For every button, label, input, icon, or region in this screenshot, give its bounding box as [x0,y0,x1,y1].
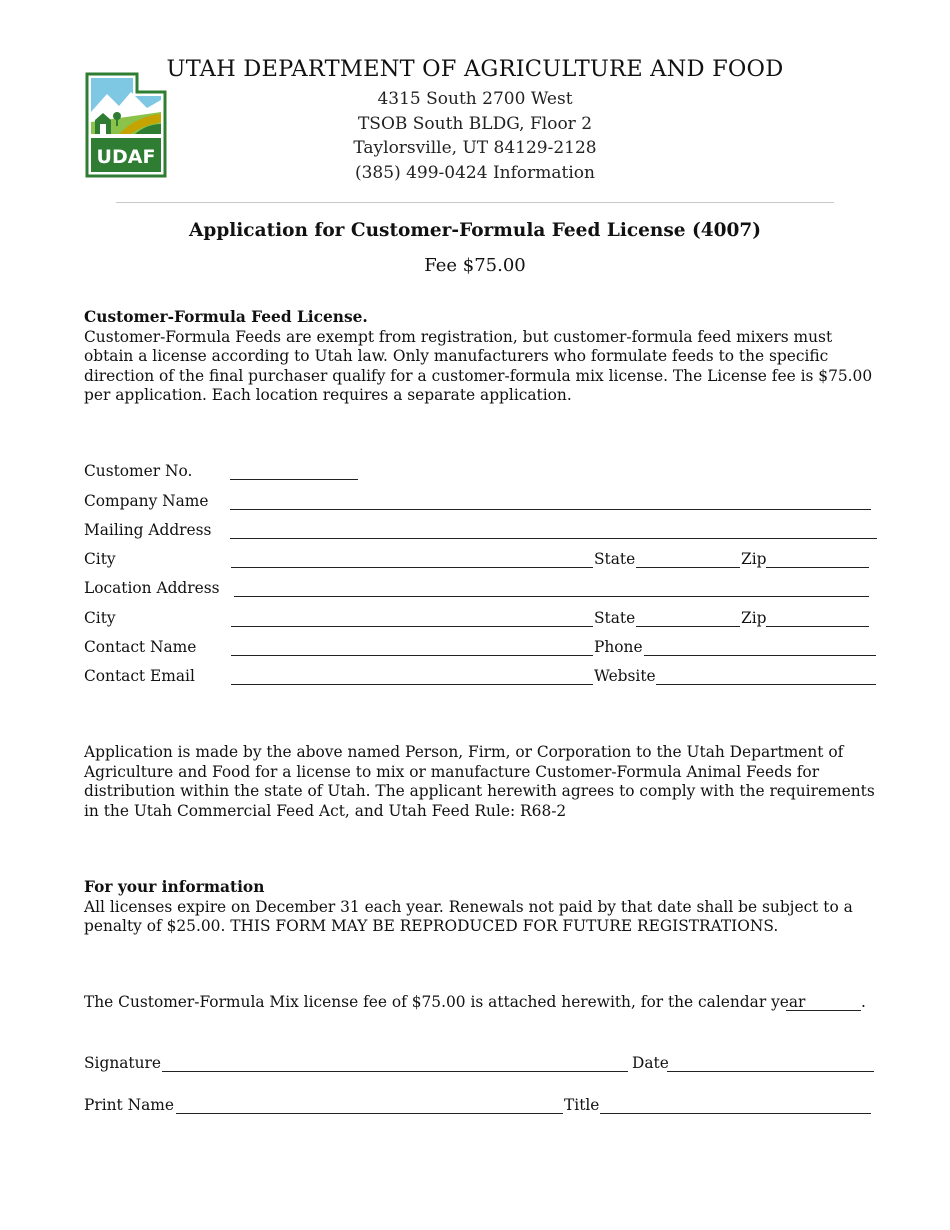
state-label: State [594,550,636,568]
zip-label: Zip [741,550,767,568]
location-city-label: City [84,609,116,627]
org-name: UTAH DEPARTMENT OF AGRICULTURE AND FOOD [166,56,784,82]
location-state-field[interactable] [636,626,740,627]
title-label: Title [564,1096,600,1114]
location-address-field[interactable] [234,596,869,597]
signature-field[interactable] [162,1071,628,1072]
website-field[interactable] [656,684,876,685]
calendar-year-field[interactable] [786,1010,861,1011]
phone-info: (385) 499-0424 Information [354,163,595,183]
location-zip-label: Zip [741,609,767,627]
print-name-label: Print Name [84,1096,174,1114]
intro-section [84,308,884,406]
signature-label: Signature [84,1054,161,1072]
intro-body: Customer-Formula Feeds are exempt from registration, but customer-formula feed mixers must obtain a license according to Utah law. Only manufacturers who formulate feeds to the specific direction of the final purchaser qualify for a customer-formula mix license. The License fee is $75.00 per application. Each location requires a separate application. [84,327,873,404]
title-field[interactable] [600,1113,871,1114]
print-name-field[interactable] [176,1113,563,1114]
form-title: Application for Customer-Formula Feed License (4007) [189,220,761,241]
location-city-field[interactable] [231,626,593,627]
customer-no-field[interactable] [230,479,358,480]
application-statement: Application is made by the above named Person, Firm, or Corporation to the Utah Department of Agriculture and Food for a license to mix or manufacture Customer-Formula Animal Feeds for distribution within the state of Utah. The applicant herewith agrees to comply with the requirements in the Utah Commercial Feed Act, and Utah Feed Rule: R68-2 [84,743,875,820]
header-divider [116,202,834,203]
contact-name-field[interactable] [231,655,593,656]
company-name-field[interactable] [230,509,871,510]
contact-email-label: Contact Email [84,667,195,685]
fee-statement: The Customer-Formula Mix license fee of $75.00 is attached herewith, for the calendar year [84,993,806,1011]
contact-name-label: Contact Name [84,638,197,656]
info-body: All licenses expire on December 31 each year. Renewals not paid by that date shall be subject to a penalty of $25.00. THIS FORM MAY BE REPRODUCED FOR FUTURE REGISTRATIONS. [84,897,853,935]
info-heading: For your information [84,878,265,896]
period: . [861,993,866,1011]
contact-email-field[interactable] [231,684,593,685]
customer-no-label: Customer No. [84,462,193,480]
logo-text: UDAF [96,146,156,168]
date-label: Date [632,1054,669,1072]
info-section [84,878,884,937]
date-field[interactable] [667,1071,874,1072]
company-name-label: Company Name [84,492,209,510]
zip-field[interactable] [766,567,869,568]
intro-heading: Customer-Formula Feed License. [84,308,368,326]
location-state-label: State [594,609,636,627]
mailing-address-label: Mailing Address [84,521,212,539]
address-line-3: Taylorsville, UT 84129-2128 [353,138,597,158]
form-fee: Fee $75.00 [424,255,526,276]
state-field[interactable] [636,567,740,568]
location-zip-field[interactable] [766,626,869,627]
address-line-1: 4315 South 2700 West [377,89,573,109]
city-field[interactable] [231,567,593,568]
location-address-label: Location Address [84,579,220,597]
city-label: City [84,550,116,568]
phone-label: Phone [594,638,643,656]
phone-field[interactable] [644,655,876,656]
address-line-2: TSOB South BLDG, Floor 2 [357,114,593,134]
website-label: Website [594,667,656,685]
mailing-address-field[interactable] [230,538,877,539]
